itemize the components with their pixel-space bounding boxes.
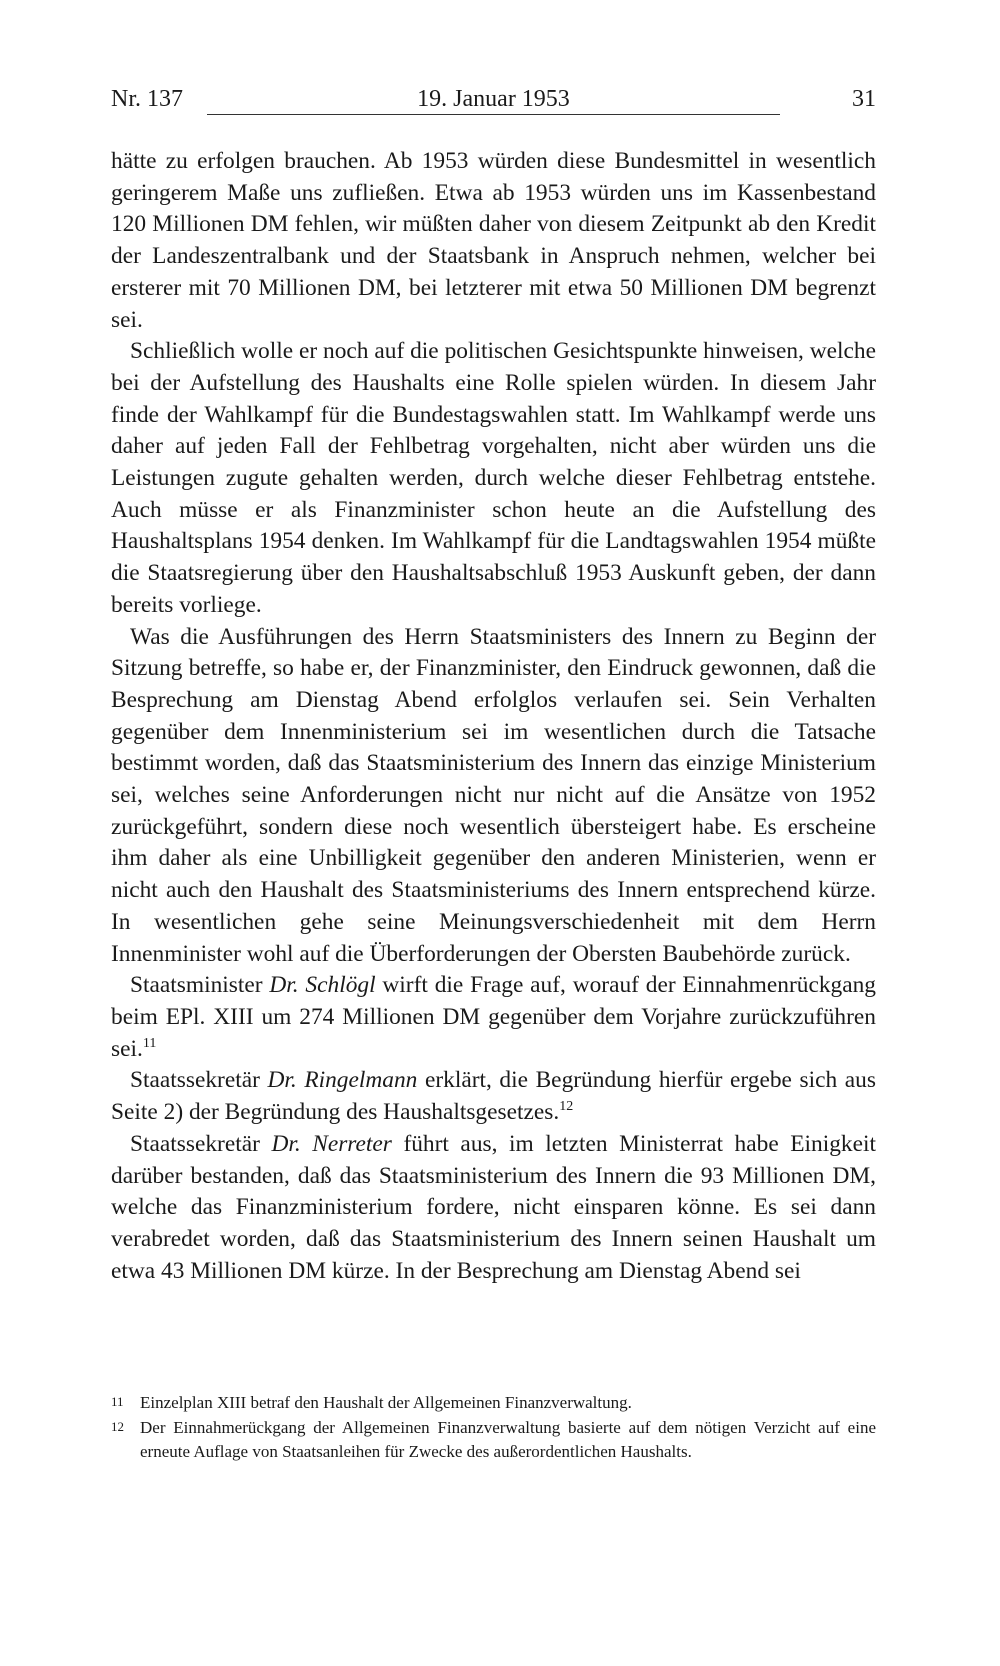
paragraph-text: Staatssekretär — [130, 1067, 268, 1094]
paragraph — [111, 970, 876, 1065]
document-number: Nr. 137 — [111, 86, 183, 112]
page-header — [111, 84, 876, 118]
footnote-reference[interactable]: 12 — [559, 1099, 574, 1115]
footnote-number: 11 — [111, 1394, 124, 1409]
paragraph — [111, 1129, 876, 1288]
paragraph: Schließlich wolle er noch auf die politischen Gesichtspunkte hinweisen, welche bei der Aufstellung des Haushalts eine Rolle spielen würden. In diesem Jahr finde der Wahlkampf für die Bundestagswahlen statt. Im Wahlkampf werde uns daher auf jeden Fall der Fehlbetrag vorgehalten, nicht aber würden uns die Leistungen zugute gehalten werden, durch welche dieser Fehlbetrag entstehe. Auch müsse er als Finanzminister schon heute an die Aufstellung des Haushaltsplans 1954 denken. Im Wahlkampf für die Landtagswahlen 1954 müßte die Staatsregierung über den Haushaltsabschluß 1953 Auskunft geben, der dann bereits vorliege. — [111, 338, 876, 618]
header-rule — [207, 114, 780, 115]
footnote-text: Einzelplan XIII betraf den Haushalt der Allgemeinen Finanzverwaltung. — [140, 1393, 632, 1412]
speaker-name: Dr. Nerreter — [271, 1130, 392, 1157]
footnotes — [111, 1391, 876, 1465]
footnote-number: 12 — [111, 1418, 124, 1434]
footnote — [111, 1391, 876, 1416]
paragraph — [111, 1065, 876, 1128]
speaker-name: Dr. Schlögl — [269, 972, 376, 999]
paragraph: hätte zu erfolgen brauchen. Ab 1953 würden diese Bundesmittel in wesentlich geringerem Maße uns zufließen. Etwa ab 1953 würden uns im Kassenbestand 120 Millionen DM fehlen, wir müßten daher von diesem Zeitpunkt ab den Kredit der Landeszentralbank und der Staatsbank in Anspruch nehmen, welcher bei ersterer mit 70 Millionen DM, bei letzterer mit etwa 50 Millionen DM begrenzt sei. — [111, 148, 876, 333]
footnote-reference[interactable]: 11 — [142, 1035, 157, 1051]
speaker-name: Dr. Ringelmann — [267, 1067, 418, 1094]
paragraph-text: führt aus, im letzten Ministerrat habe Einigkeit darüber bestanden, daß das Staatsministerium des Innern die 93 Millionen DM, welche das Finanzministerium fordere, nicht einsparen könne. Es sei dann verabredet worden, daß das Staatsministerium des Innern seinen Haushalt um etwa 43 Millionen DM kürze. In der Besprechung am Dienstag Abend sei — [111, 1130, 876, 1284]
paragraph-text: erklärt, die Begründung hierfür ergebe sich aus Seite 2) der Begründung des Haushaltsgesetzes. — [111, 1067, 876, 1126]
paragraph-text: Staatssekretär — [130, 1130, 272, 1157]
footnote-text: Der Einnahmerückgang der Allgemeinen Finanzverwaltung basierte auf dem nötigen Verzicht auf eine erneute Auflage von Staatsanleihen für Zwecke des außerordentlichen Haushalts. — [140, 1417, 876, 1461]
paragraph-text: wirft die Frage auf, worauf der Einnahmenrückgang beim EPl. XIII um 274 Millionen DM gegenüber dem Vorjahre zurückzuführen sei. — [111, 972, 876, 1062]
paragraph: Was die Ausführungen des Herrn Staatsministers des Innern zu Beginn der Sitzung betreffe, so habe er, der Finanzminister, den Eindruck gewonnen, daß die Besprechung am Dienstag Abend erfolglos verlaufen sei. Sein Verhalten gegenüber dem Innenministerium sei im wesentlichen durch die Tatsache bestimmt worden, daß das Staatsministerium des Innern das einzige Ministerium sei, welches seine Anforderungen nicht nur nicht auf die Ansätze von 1952 zurückgeführt, sondern diese noch wesentlich übersteigert habe. Es erscheine ihm daher als eine Unbilligkeit gegenüber den anderen Ministerien, wenn er nicht auch den Haushalt des Staatsministeriums des Innern entsprechend kürze. In wesentlichen gehe seine Meinungsverschiedenheit mit dem Herrn Innenminister wohl auf die Überforderungen der Obersten Baubehörde zurück. — [111, 623, 876, 967]
page-number: 31 — [852, 86, 876, 112]
header-date: 19. Januar 1953 — [417, 86, 570, 112]
footnote — [111, 1416, 876, 1465]
body-text — [111, 146, 876, 1287]
paragraph-text: Staatsminister — [130, 972, 270, 999]
